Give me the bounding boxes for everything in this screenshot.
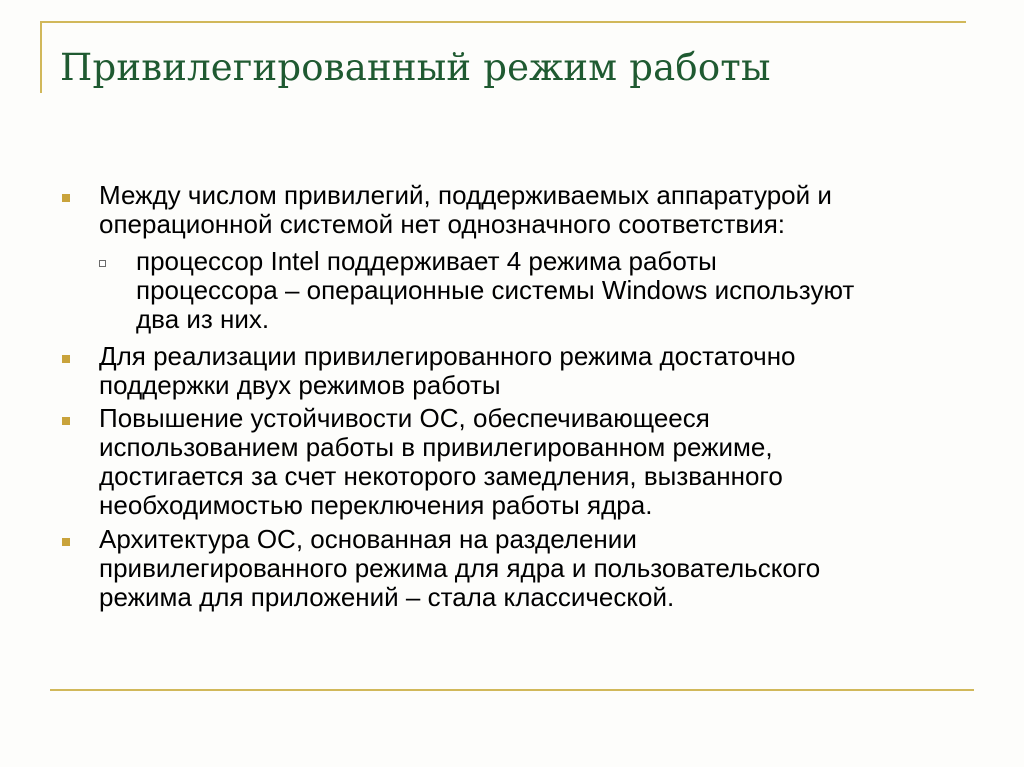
bottom-divider xyxy=(50,689,974,691)
square-bullet-icon xyxy=(62,355,70,363)
square-bullet-icon xyxy=(62,538,70,546)
square-bullet-icon xyxy=(62,417,70,425)
bullet-text-1: Между числом привилегий, поддерживаемых аппаратурой и операционной системой нет однозначного соответствия: xyxy=(99,180,832,239)
bullet-text-3: Повышение устойчивости ОС, обеспечивающееся использованием работы в привилегированном режиме, достигается за счет некоторого замедления, вызванного необходимостью переключения работы ядра. xyxy=(99,403,783,520)
square-bullet-icon xyxy=(62,194,70,202)
sub-bullet-text-1: процессор Intel поддерживает 4 режима работы процессора – операционные системы Windows используют два из них. xyxy=(136,246,855,334)
slide-title: Привилегированный режим работы xyxy=(60,46,771,89)
hollow-square-bullet-icon xyxy=(99,260,106,267)
bullet-text-2: Для реализации привилегированного режима достаточно поддержки двух режимов работы xyxy=(99,341,796,400)
bullet-text-4: Архитектура ОС, основанная на разделении привилегированного режима для ядра и пользовательского режима для приложений – стала классической. xyxy=(99,524,821,612)
